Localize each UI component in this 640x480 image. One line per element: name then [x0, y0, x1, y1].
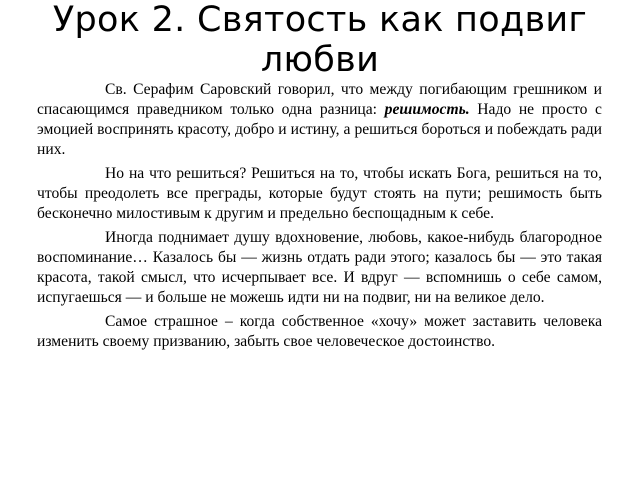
- slide-body: [37, 80, 602, 356]
- paragraph-3: Иногда поднимает душу вдохновение, любовь, какое-нибудь благородное воспоминание… Казалось бы — жизнь отдать ради этого; казалось бы — это такая красота, такой смысл, что исчерпывает все. И вдруг — вспомнишь о себе самом, испугаешься — и больше не можешь идти ни на подвиг, ни на великое дело.: [37, 229, 602, 306]
- emphasis-word: решимость.: [384, 101, 470, 118]
- paragraph-2: Но на что решиться? Решиться на то, чтобы искать Бога, решиться на то, чтобы преодолеть все преграды, которые будут стоять на пути; решимость быть бесконечно милостивым к другим и предельно беспощадным к себе.: [37, 165, 602, 222]
- slide-title: Урок 2. Святость как подвиг любви: [52, 0, 588, 80]
- paragraph-1: [37, 80, 602, 160]
- paragraph-4: Самое страшное – когда собственное «хочу» может заставить человека изменить своему призванию, забыть свое человеческое достоинство.: [37, 313, 602, 350]
- paragraph-1-text-start: Св. Серафим Саровский говорил, что между погибающим грешником и спасающимся праведником только одна разница:: [37, 81, 602, 118]
- paragraph-1-text-end: Надо не просто с эмоцией воспринять красоту, добро и истину, а решиться бороться и побеждать ради них.: [37, 101, 602, 158]
